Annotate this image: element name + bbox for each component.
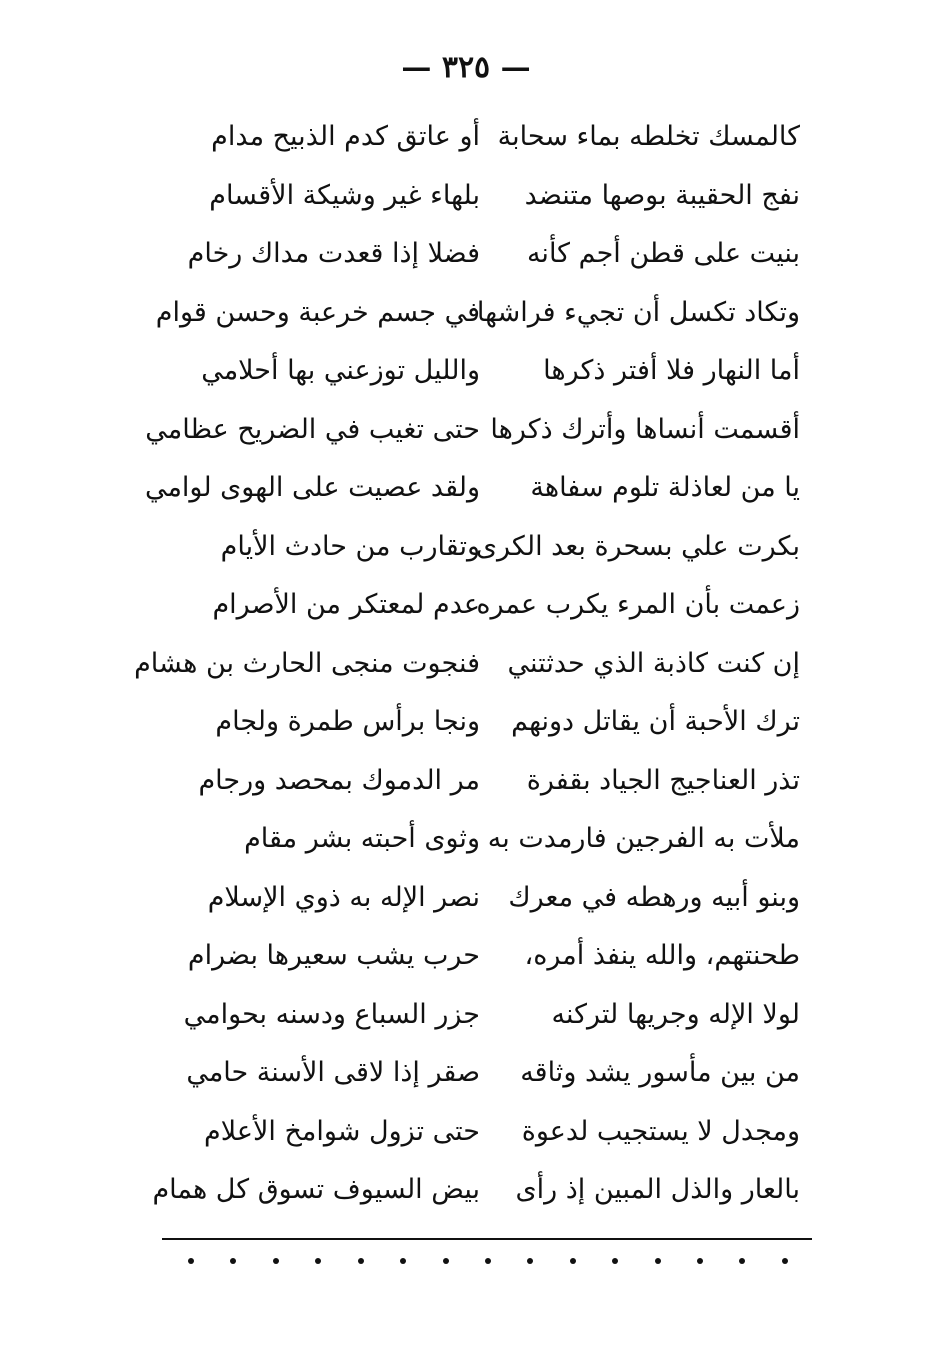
- verse-first-hemistich: أقسمت أنساها وأترك ذكرها: [490, 413, 800, 445]
- verse-first-hemistich: ترك الأحبة أن يقاتل دونهم: [511, 706, 800, 738]
- verse: [190, 576, 800, 635]
- ornament-dot: [570, 1258, 576, 1264]
- poem: [134, 108, 800, 1220]
- ornament-dot: [358, 1258, 364, 1264]
- verse: [134, 635, 800, 694]
- verse-first-hemistich: ومجدل لا يستجيب لدعوة: [521, 1115, 800, 1147]
- verse-second-hemistich: بيض السيوف تسوق كل همام: [152, 1174, 480, 1206]
- verse-first-hemistich: يا من لعاذلة تلوم سفاهة: [530, 472, 800, 504]
- ornament-dot: [655, 1258, 661, 1264]
- verse-second-hemistich: حتى تزول شوامخ الأعلام: [204, 1115, 480, 1147]
- verse: [190, 1103, 800, 1162]
- verse-second-hemistich: بلهاء غير وشيكة الأقسام: [209, 179, 480, 211]
- verse: [183, 986, 800, 1045]
- verse-second-hemistich: أو عاتق كدم الذبيح مدام: [211, 121, 480, 153]
- verse-second-hemistich: صقر إذا لاقى الأسنة حامي: [186, 1057, 480, 1089]
- verse-second-hemistich: فضلا إذا قعدت مداك رخام: [187, 238, 480, 270]
- ornament-dot: [612, 1258, 618, 1264]
- verse-second-hemistich: ونجا برأس طمرة ولجام: [215, 706, 480, 738]
- ornament-dot: [697, 1258, 703, 1264]
- verse-first-hemistich: بكرت علي بسحرة بعد الكرى: [475, 530, 800, 562]
- verse-second-hemistich: عدم لمعتكر من الأصرام: [212, 589, 480, 621]
- verse-first-hemistich: نفج الحقيبة بوصها متنضد: [524, 179, 800, 211]
- verse-second-hemistich: ولقد عصيت على الهوى لوامي: [144, 472, 480, 504]
- verse: [187, 225, 800, 284]
- verse: [187, 927, 800, 986]
- ornament-dot: [782, 1258, 788, 1264]
- footer-rule: [162, 1238, 812, 1240]
- verse-second-hemistich: جزر السباع ودسنه بحوامي: [183, 998, 480, 1030]
- verse: [190, 108, 800, 167]
- verse: [190, 342, 800, 401]
- verse-second-hemistich: مر الدموك بمحصد ورجام: [198, 764, 480, 796]
- verse-first-hemistich: بالعار والذل المبين إذ رأى: [515, 1174, 800, 1206]
- ornament-dot: [273, 1258, 279, 1264]
- verse-first-hemistich: لولا الإله وجريها لتركنه: [551, 998, 800, 1030]
- ornament-dot: [188, 1258, 194, 1264]
- verse-second-hemistich: فنجوت منجى الحارث بن هشام: [134, 647, 480, 679]
- verse-second-hemistich: حرب يشب سعيرها بضرام: [187, 940, 480, 972]
- page-number: — ٣٢٥ —: [401, 50, 531, 85]
- verse-first-hemistich: كالمسك تخلطه بماء سحابة: [497, 121, 800, 153]
- verse-second-hemistich: حتى تغيب في الضريح عظامي: [145, 413, 480, 445]
- verse-second-hemistich: والليل توزعني بها أحلامي: [201, 355, 480, 387]
- verse-second-hemistich: في جسم خرعبة وحسن قوام: [155, 296, 480, 328]
- verse: [190, 869, 800, 928]
- verse: [186, 1044, 800, 1103]
- ornament-dot: [400, 1258, 406, 1264]
- ornament-dot: [527, 1258, 533, 1264]
- verse-first-hemistich: وبنو أبيه ورهطه في معرك: [508, 881, 800, 913]
- verse-first-hemistich: من بين مأسور يشد وثاقه: [520, 1057, 800, 1089]
- verse: [152, 1161, 800, 1220]
- ornament-dot: [739, 1258, 745, 1264]
- verse-first-hemistich: زعمت بأن المرء يكرب عمره: [476, 589, 800, 621]
- verse-first-hemistich: ملأت به الفرجين فارمدت به: [487, 823, 800, 855]
- verse: [190, 693, 800, 752]
- verse-first-hemistich: تذر العناجيج الجياد بقفرة: [526, 764, 800, 796]
- footer-dot-ornament: [188, 1258, 788, 1264]
- ornament-dot: [315, 1258, 321, 1264]
- verse-first-hemistich: بنيت على قطن أجم كأنه: [526, 238, 800, 270]
- verse-first-hemistich: أما النهار فلا أفتر ذكرها: [543, 355, 800, 387]
- verse: [144, 459, 800, 518]
- verse-first-hemistich: وتكاد تكسل أن تجيء فراشها: [476, 296, 800, 328]
- verse: [145, 401, 800, 460]
- verse: [190, 518, 800, 577]
- verse-first-hemistich: إن كنت كاذبة الذي حدثتني: [507, 647, 800, 679]
- verse: [190, 167, 800, 226]
- verse: [155, 284, 800, 343]
- ornament-dot: [230, 1258, 236, 1264]
- verse: [190, 810, 800, 869]
- verse-second-hemistich: نصر الإله به ذوي الإسلام: [207, 881, 480, 913]
- verse: [190, 752, 800, 811]
- verse-first-hemistich: طحنتهم، والله ينفذ أمره،: [524, 940, 800, 972]
- ornament-dot: [485, 1258, 491, 1264]
- ornament-dot: [443, 1258, 449, 1264]
- verse-second-hemistich: وتقارب من حادث الأيام: [220, 530, 480, 562]
- verse-second-hemistich: وثوى أحبته بشر مقام: [244, 823, 480, 855]
